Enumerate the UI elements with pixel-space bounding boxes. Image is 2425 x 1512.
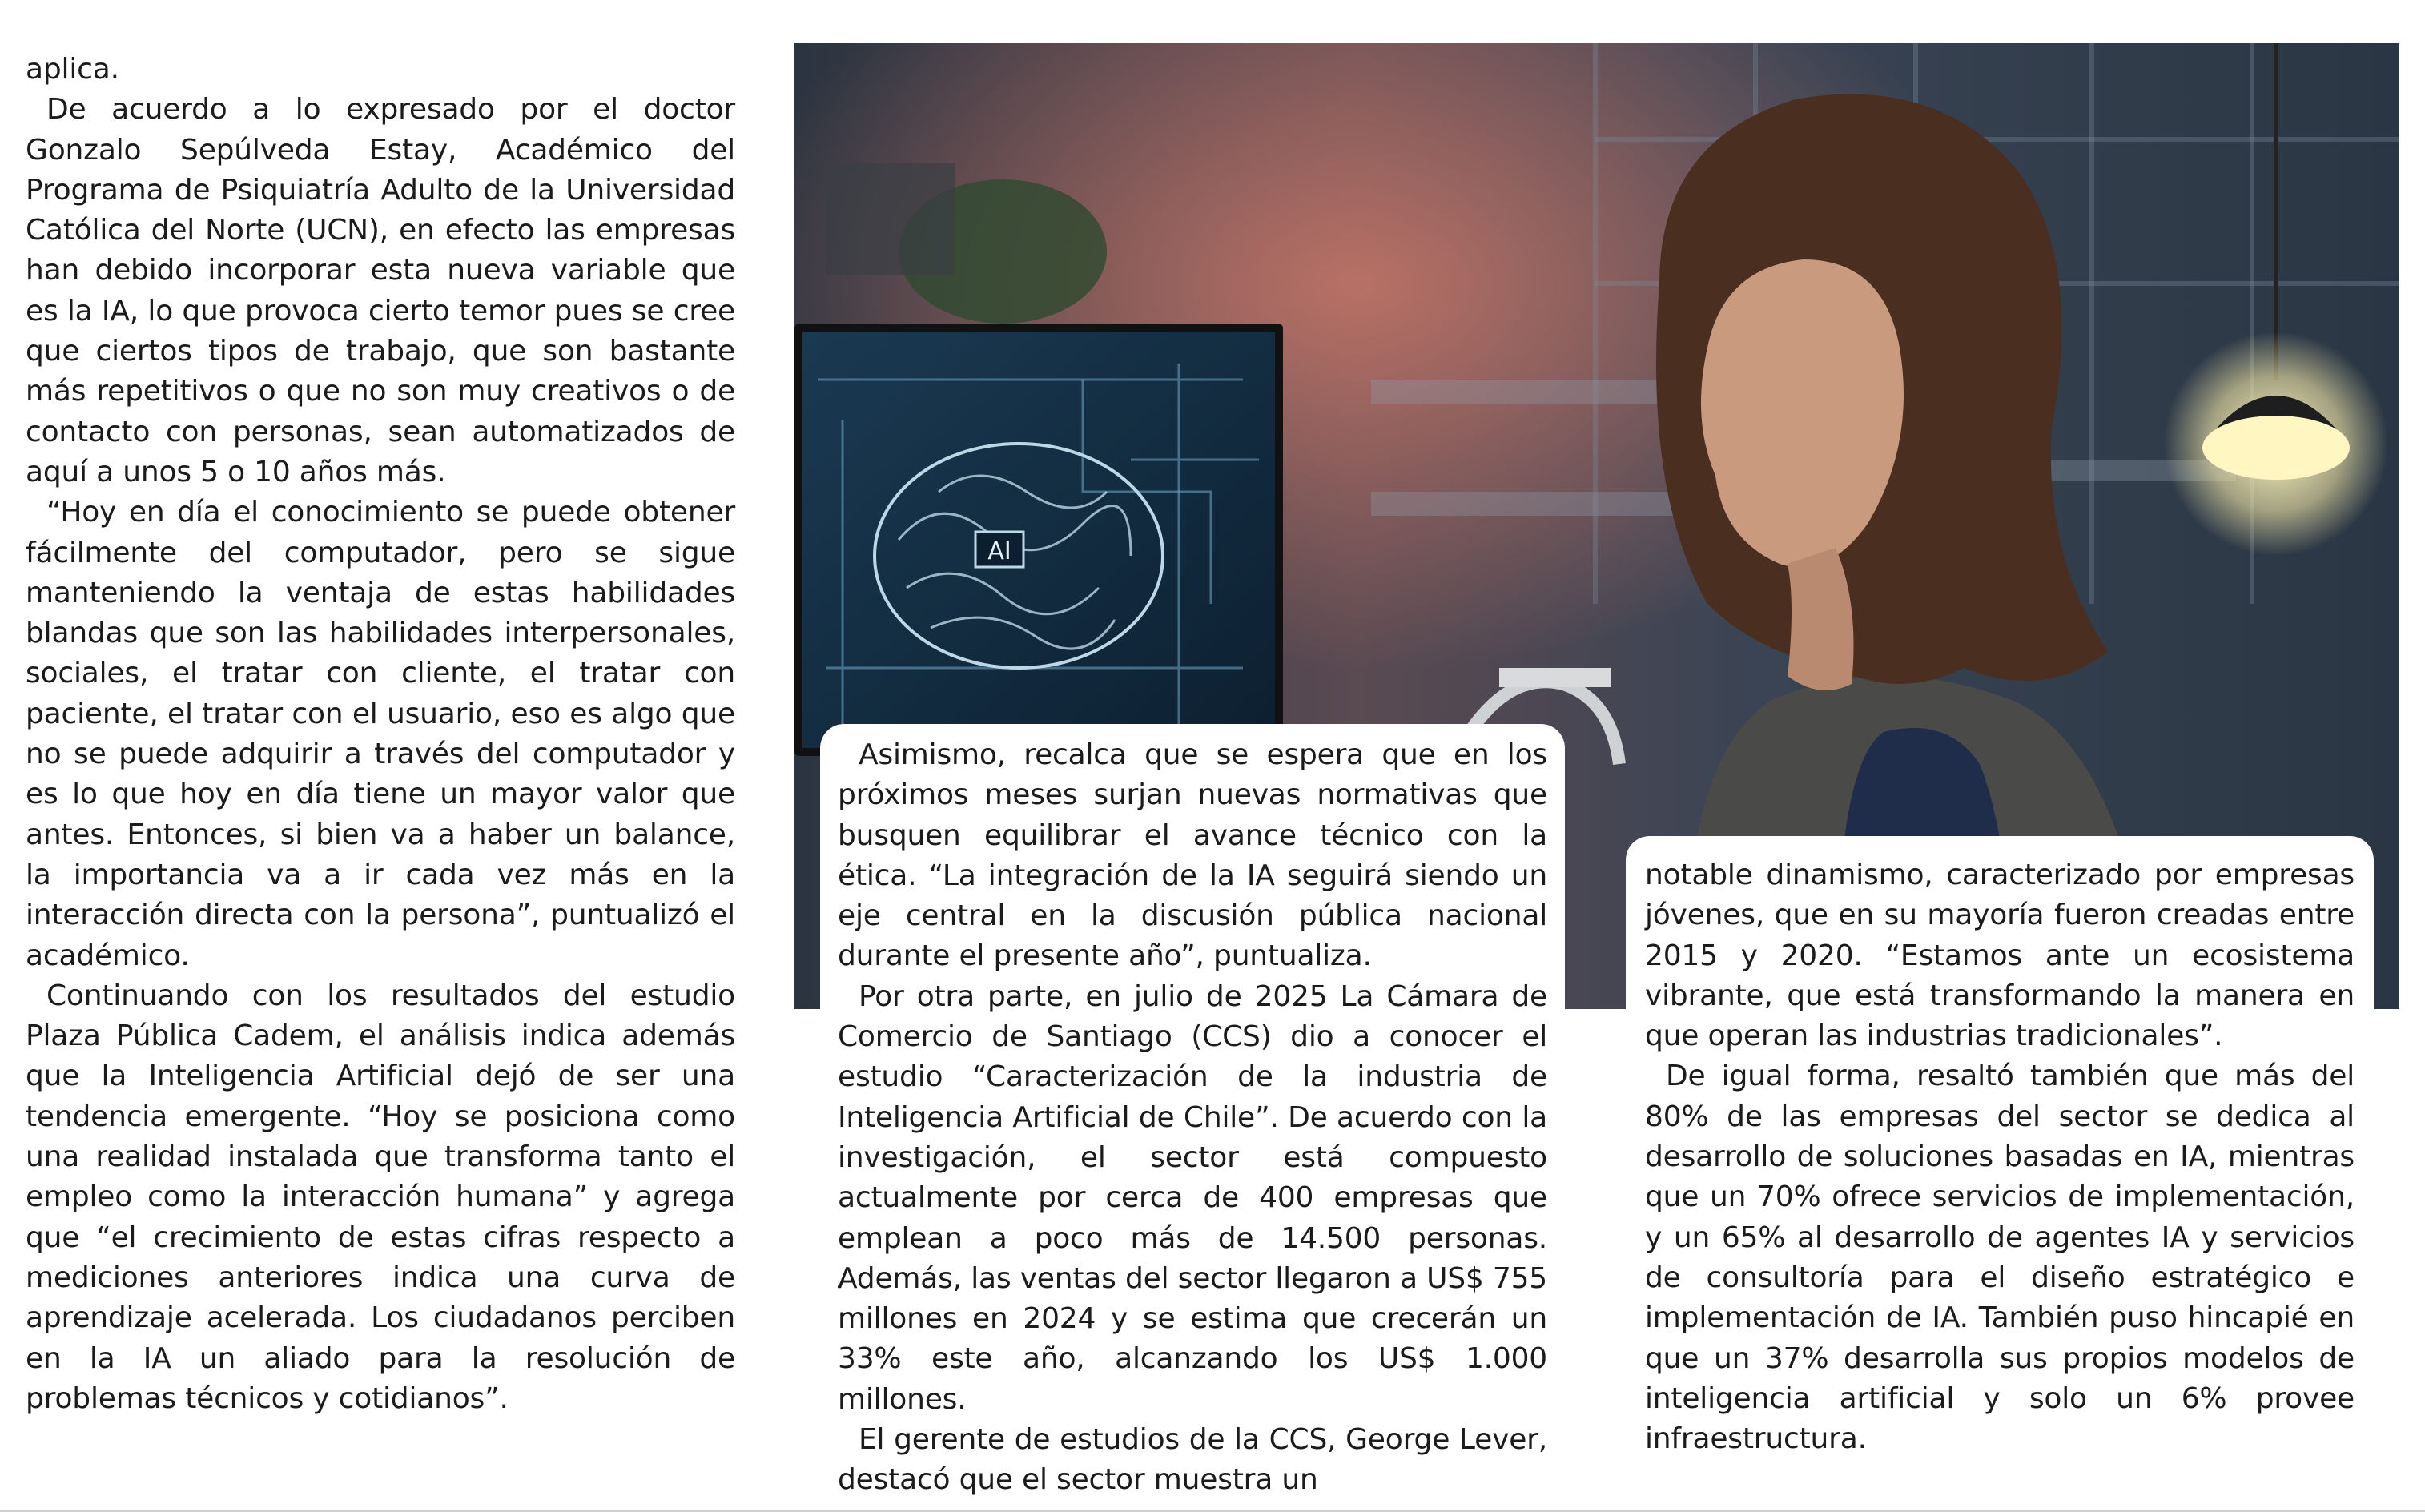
paragraph: Por otra parte, en julio de 2025 La Cámara de Comercio de Santiago (CCS) dio a conocer el estudio “Caracterización de la industria de Inteligencia Artificial de Chile”. De acuerdo con la investigación, el sector está compuesto actualmente por cerca de 400 empresas que emplean a poco más de 14.500 personas. Además, las ventas del sector llegaron a US$ 755 millones en 2024 y se estima que crecerán un 33% este año, alcanzando los US$ 1.000 millones. [838, 979, 1547, 1416]
paragraph: “Hoy en día el conocimiento se puede obtener fácilmente del computador, pero se sigue manteniendo la ventaja de estas habilidades blandas que son las habilidades interpersonales, sociales, el tratar con cliente, el tratar con paciente, el tratar con el usuario, eso es algo que no se puede adquirir a través del computador y es lo que hoy en día tiene un mayor valor que antes. Entonces, si bien va a haber un balance, la importancia va a ir cada vez más en la interacción directa con la persona”, puntualizó el académico. [26, 496, 735, 972]
screen-ai-badge: AI [987, 537, 1011, 565]
paragraph: De igual forma, resaltó también que más del 80% de las empresas del sector se dedica al desarrollo de soluciones basadas en IA, mientras que un 70% ofrece servicios de implementación, y un 65% al desarrollo de agentes IA y servicios de consultoría para el diseño estratégico e implementación de IA. También puso hincapié en que un 37% desarrolla sus propios modelos de inteligencia artificial y solo un 6% provee infraestructura. [1645, 1060, 2355, 1456]
paragraph: De acuerdo a lo expresado por el doctor Gonzalo Sepúlveda Estay, Académico del Programa de Psiquiatría Adulto de la Universidad Católica del Norte (UCN), en efecto las empresas han debido incorporar esta nueva variable que es la IA, lo que provoca cierto temor pues se cree que ciertos tipos de trabajo, que son bastante más repetitivos o que no son muy creativos o de contacto con personas, sean automatizados de aquí a unos 5 o 10 años más. [26, 93, 735, 489]
paragraph: El gerente de estudios de la CCS, George Lever, destacó que el sector muestra un [838, 1423, 1547, 1497]
article-column-left [26, 50, 735, 1419]
article-column-right [1645, 855, 2355, 1459]
paragraph: aplica. [26, 53, 119, 86]
paragraph: Continuando con los resultados del estudio Plaza Pública Cadem, el análisis indica además que la Inteligencia Artificial dejó de ser una tendencia emergente. “Hoy se posiciona como una realidad instalada que transforma tanto el empleo como la interacción humana” y agrega que “el crecimiento de estas cifras respecto a mediciones anteriores indica una curva de aprendizaje acelerada. Los ciudadanos perciben en la IA un aliado para la resolución de problemas técnicos y cotidianos”. [26, 979, 735, 1415]
article-column-middle [838, 735, 1547, 1501]
paragraph: notable dinamismo, caracterizado por empresas jóvenes, que en su mayoría fueron creadas entre 2015 y 2020. “Estamos ante un ecosistema vibrante, que está transformando la manera en que operan las industrias tradicionales”. [1645, 859, 2355, 1053]
paragraph: Asimismo, recalca que se espera que en los próximos meses surjan nuevas normativas que busquen equilibrar el avance técnico con la ética. “La integración de la IA seguirá siendo un eje central en la discusión pública nacional durante el presente año”, puntualiza. [838, 738, 1547, 973]
